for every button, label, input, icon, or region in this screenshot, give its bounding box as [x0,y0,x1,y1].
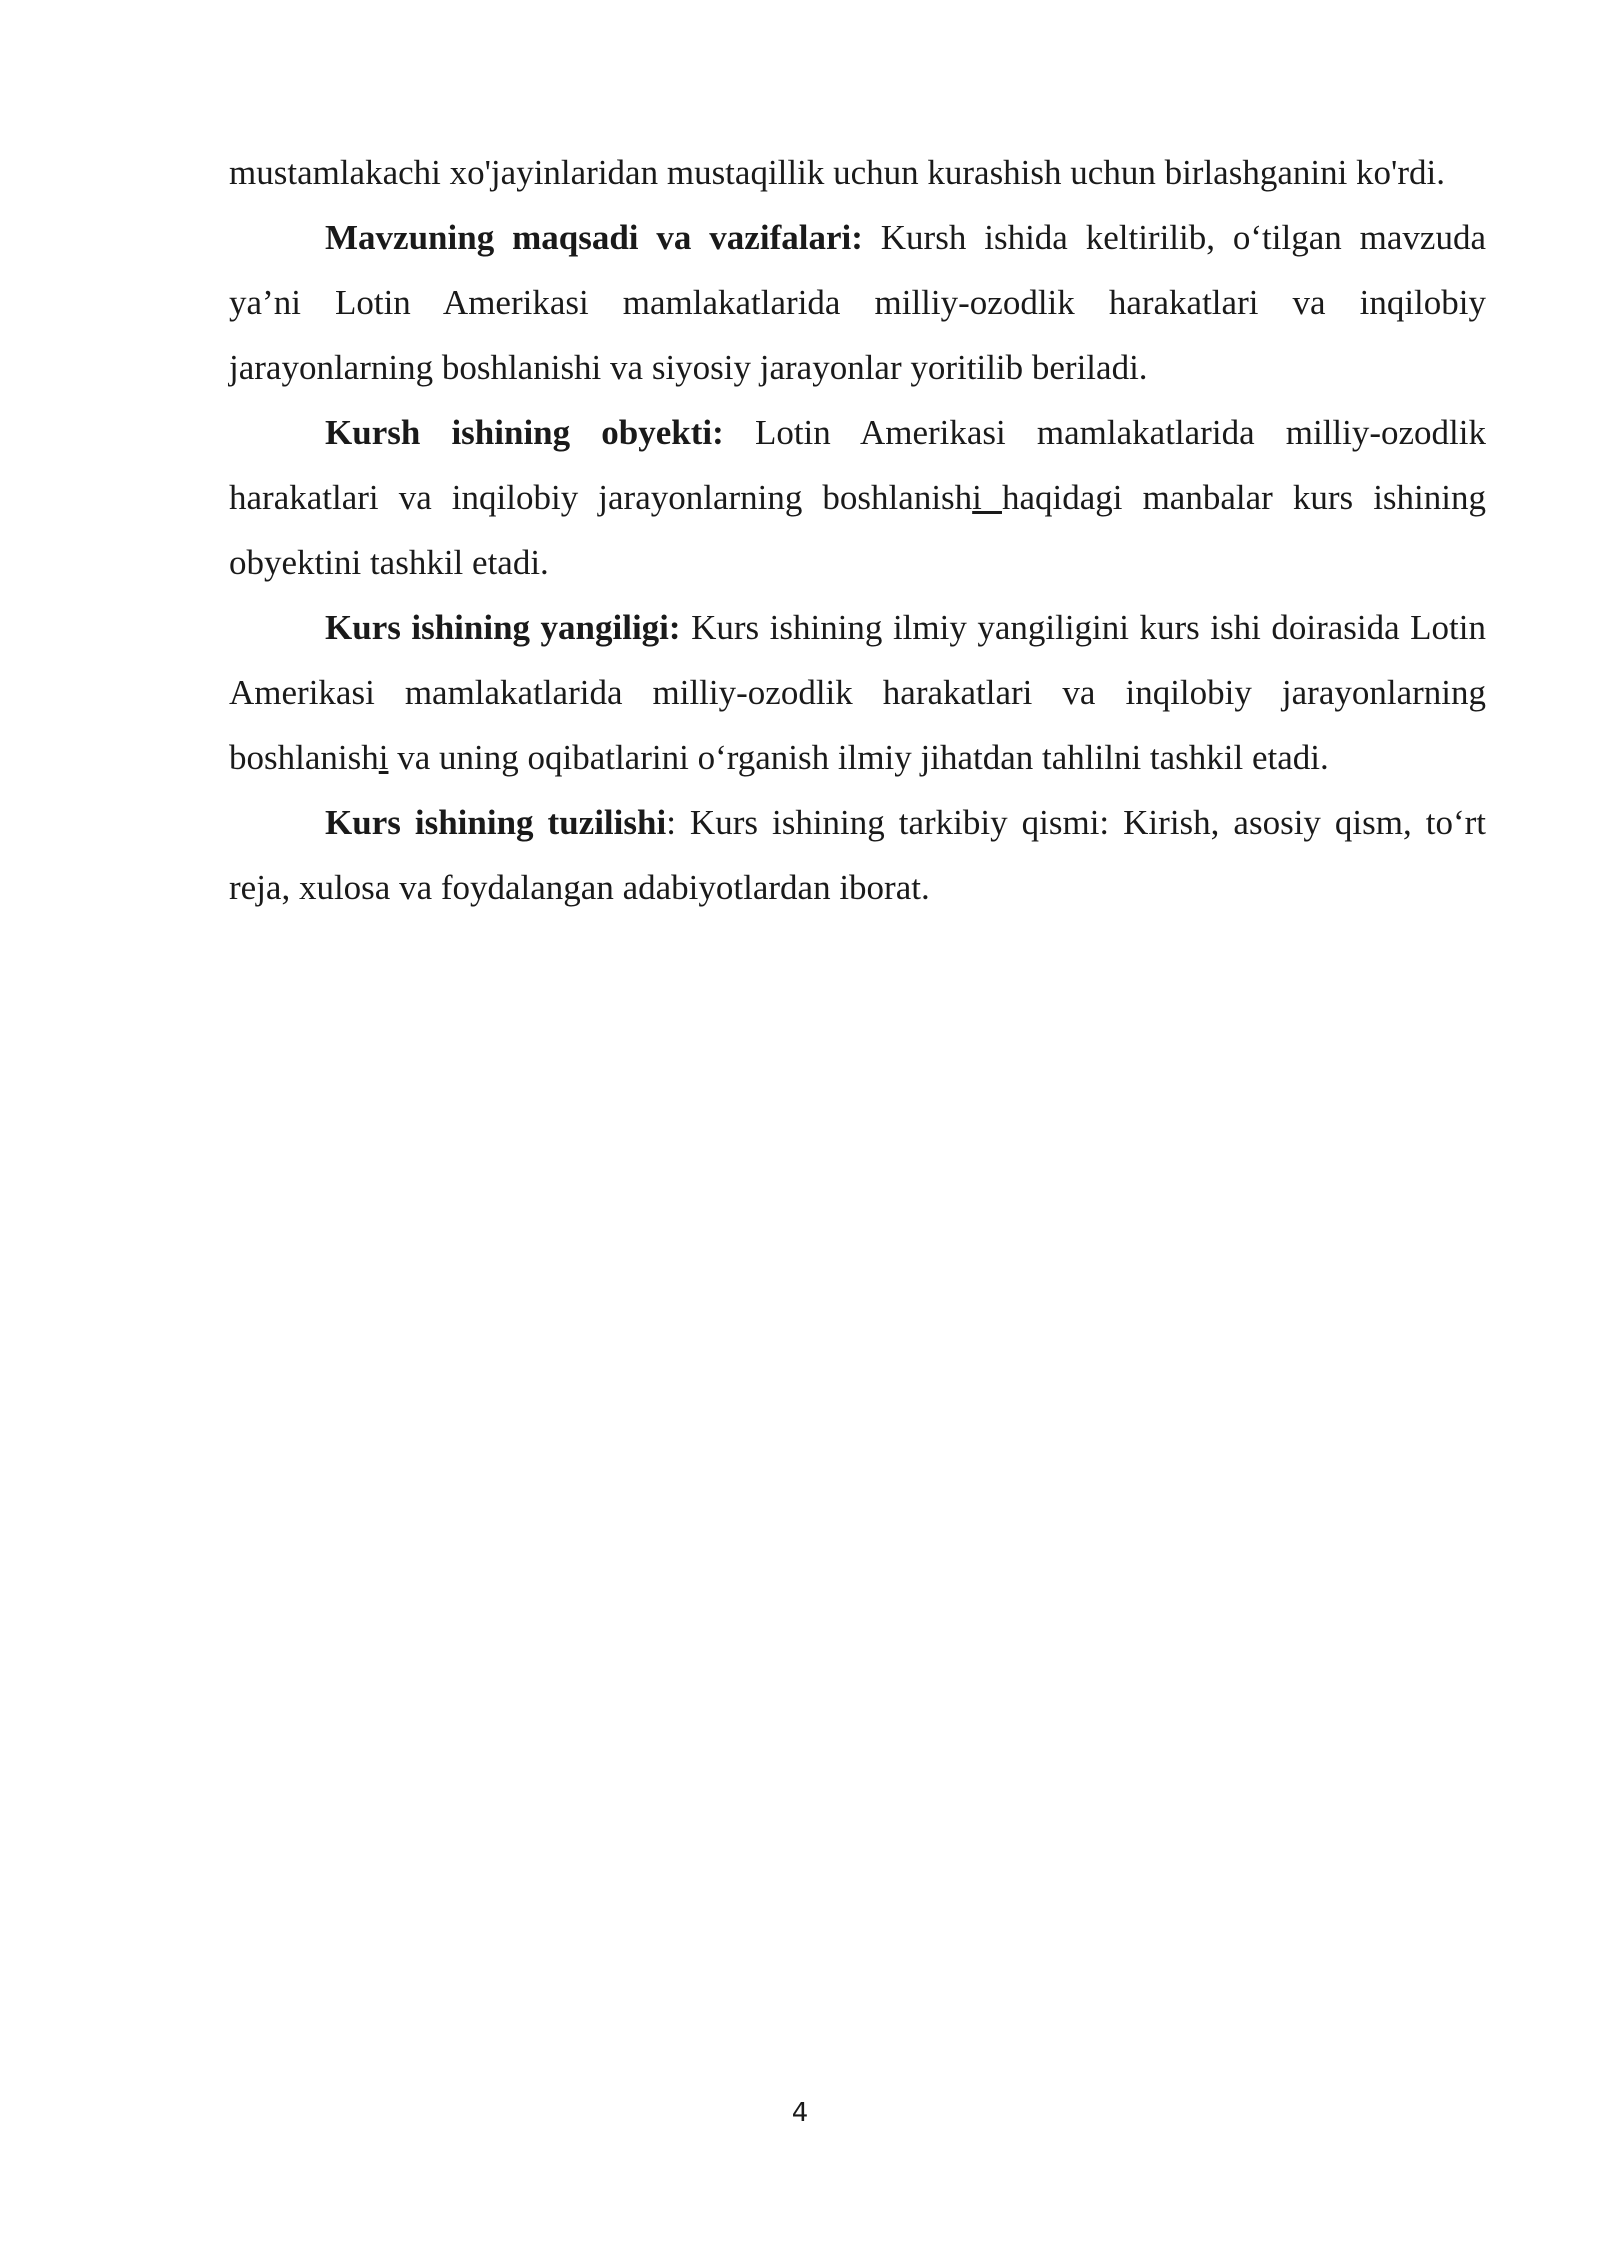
paragraph-continuation [229,140,1486,205]
page-number: 4 [791,2098,809,2128]
paragraph-text: : Kurs ishining tarkibiy qismi: Kirish, asosiy qism, to‘rt reja, xulosa va foydalangan adabiyotlardan iborat. [229,803,1487,907]
paragraph-text: va uning oqibatlarini o‘rganish ilmiy jihatdan tahlilni tashkil etadi. [388,738,1329,777]
paragraph-object [229,400,1486,595]
underlined-text: i [378,738,389,777]
paragraph-structure [229,790,1486,920]
underlined-text: i [972,478,1002,517]
paragraph-label: Kurs ishining yangiligi: [325,608,681,647]
paragraph-goals [229,205,1486,400]
paragraph-text: haqidagi manbalar kurs ishining obyektini tashkil etadi. [229,478,1487,582]
paragraph-text: Lotin Amerikasi mamlakatlarida milliy-ozodlik harakatlari va inqilobiy jarayonlarning boshlanish [229,413,1487,517]
paragraph-text: Kursh ishida keltirilib, o‘tilgan mavzuda ya’ni Lotin Amerikasi mamlakatlarida milliy-ozodlik harakatlari va inqilobiy jarayonlarning boshlanishi va siyosiy jarayonlar yoritilib beriladi. [229,218,1486,387]
paragraph-label: Kursh ishining obyekti: [325,413,724,452]
paragraph-label: Mavzuning maqsadi va vazifalari: [325,218,863,257]
paragraph-label: Kurs ishining tuzilishi [325,803,667,842]
paragraph-novelty [229,595,1486,790]
paragraph-text: Kurs ishining ilmiy yangiligini kurs ishi doirasida Lotin Amerikasi mamlakatlarida milliy-ozodlik harakatlari va inqilobiy jarayonlarning boshlanish [229,608,1486,777]
page-body [229,140,1486,920]
paragraph-text: mustamlakachi xo'jayinlaridan mustaqillik uchun kurashish uchun birlashganini ko'rdi. [229,153,1445,192]
